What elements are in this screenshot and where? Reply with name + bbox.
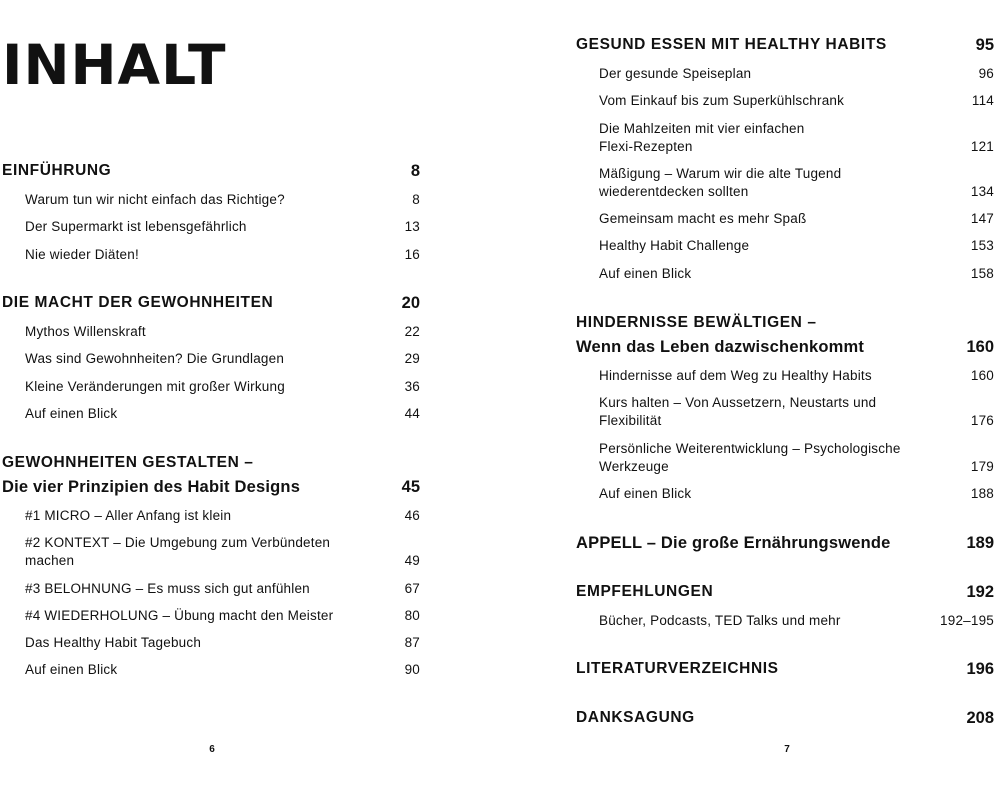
section-page-number: 208 <box>966 709 994 727</box>
toc-entry[interactable]: Was sind Gewohnheiten? Die Grundlagen 29 <box>25 351 420 367</box>
section-page-number: 20 <box>401 294 420 312</box>
toc-entry[interactable]: #2 KONTEXT – Die Umgebung zum Verbündeten machen 49 <box>25 535 420 569</box>
page-number-folio: 6 <box>209 744 215 755</box>
section-title: GESUND ESSEN MIT HEALTHY HABITS <box>576 36 887 53</box>
toc-entry[interactable]: Warum tun wir nicht einfach das Richtige? 8 <box>25 192 420 207</box>
section-page-number: 192 <box>966 583 994 601</box>
section-title: APPELL – Die große Ernährungswende <box>576 534 891 552</box>
toc-entry[interactable]: Auf einen Blick 44 <box>25 405 420 421</box>
toc-entry[interactable]: Kurs halten – Von Aussetzern, Neustarts und Flexibilität 176 <box>599 395 994 429</box>
section-page-number: 189 <box>966 534 994 552</box>
section-title: DANKSAGUNG <box>576 709 695 726</box>
toc-entry[interactable]: Auf einen Blick 90 <box>25 662 420 678</box>
section-title: GEWOHNHEITEN GESTALTEN – <box>2 454 254 471</box>
toc-entry[interactable]: Gemeinsam macht es mehr Spaß 147 <box>599 211 994 227</box>
toc-entry[interactable]: Vom Einkauf bis zum Superkühlschrank 114 <box>599 93 994 109</box>
section-heading-empfehlungen[interactable] <box>576 580 994 604</box>
section-heading-hindernisse[interactable] <box>576 311 994 359</box>
toc-entry[interactable]: Der gesunde Speiseplan 96 <box>599 66 994 81</box>
toc-entry[interactable]: Mäßigung – Warum wir die alte Tugend wiederentdecken sollten 134 <box>599 165 994 199</box>
toc-entry[interactable]: Auf einen Blick 188 <box>599 485 994 501</box>
section-heading-gesund-essen[interactable] <box>576 33 994 57</box>
toc-entry[interactable]: Healthy Habit Challenge 153 <box>599 238 994 254</box>
section-title: EMPFEHLUNGEN <box>576 583 714 600</box>
section-title: DIE MACHT DER GEWOHNHEITEN <box>2 294 274 311</box>
toc-entry[interactable]: Hindernisse auf dem Weg zu Healthy Habits 160 <box>599 368 994 383</box>
page-title: INHALT <box>2 33 227 97</box>
section-page-number: 196 <box>966 660 994 678</box>
entry-list <box>599 65 994 292</box>
section-heading-literaturverzeichnis[interactable] <box>576 657 994 681</box>
section-page-number: 95 <box>975 36 994 54</box>
entry-list <box>599 612 994 639</box>
toc-entry[interactable]: Der Supermarkt ist lebensgefährlich 13 <box>25 219 420 235</box>
section-page-number: 45 <box>401 478 420 496</box>
toc-entry[interactable]: Bücher, Podcasts, TED Talks und mehr 192–195 <box>599 613 994 628</box>
toc-entry[interactable]: #1 MICRO – Aller Anfang ist klein 46 <box>25 508 420 523</box>
toc-entry[interactable]: Auf einen Blick 158 <box>599 265 994 281</box>
toc-entry[interactable]: Persönliche Weiterentwicklung – Psychologische Werkzeuge 179 <box>599 440 994 474</box>
section-heading-appell[interactable] <box>576 531 994 555</box>
toc-entry[interactable]: Mythos Willenskraft 22 <box>25 324 420 339</box>
section-heading-macht-der-gewohnheiten[interactable] <box>2 291 420 315</box>
toc-entry[interactable]: #4 WIEDERHOLUNG – Übung macht den Meister 80 <box>25 607 420 623</box>
page-right <box>500 0 1000 800</box>
entry-list <box>599 367 994 512</box>
toc-entry[interactable]: Das Healthy Habit Tagebuch 87 <box>25 635 420 651</box>
section-subtitle: Die vier Prinzipien des Habit Designs <box>2 478 301 496</box>
entry-list <box>25 507 420 689</box>
toc-entry[interactable]: Die Mahlzeiten mit vier einfachen Flexi-Rezepten 121 <box>599 120 994 154</box>
section-page-number: 8 <box>410 162 420 180</box>
toc-entry[interactable]: Nie wieder Diäten! 16 <box>25 246 420 262</box>
entry-list <box>25 191 420 273</box>
entry-list <box>25 323 420 432</box>
toc-entry[interactable]: Kleine Veränderungen mit großer Wirkung 36 <box>25 378 420 394</box>
page-number-folio: 7 <box>784 744 790 755</box>
section-subtitle: Wenn das Leben dazwischenkommt <box>576 338 865 356</box>
toc-entry[interactable]: #3 BELOHNUNG – Es muss sich gut anfühlen 67 <box>25 580 420 596</box>
section-heading-danksagung[interactable] <box>576 706 994 730</box>
section-title: LITERATURVERZEICHNIS <box>576 660 779 677</box>
section-title: EINFÜHRUNG <box>2 162 112 179</box>
section-heading-einfuehrung[interactable] <box>2 159 420 183</box>
section-page-number: 160 <box>966 338 994 356</box>
section-title: HINDERNISSE BEWÄLTIGEN – <box>576 314 817 331</box>
section-heading-gewohnheiten-gestalten[interactable] <box>2 451 420 499</box>
